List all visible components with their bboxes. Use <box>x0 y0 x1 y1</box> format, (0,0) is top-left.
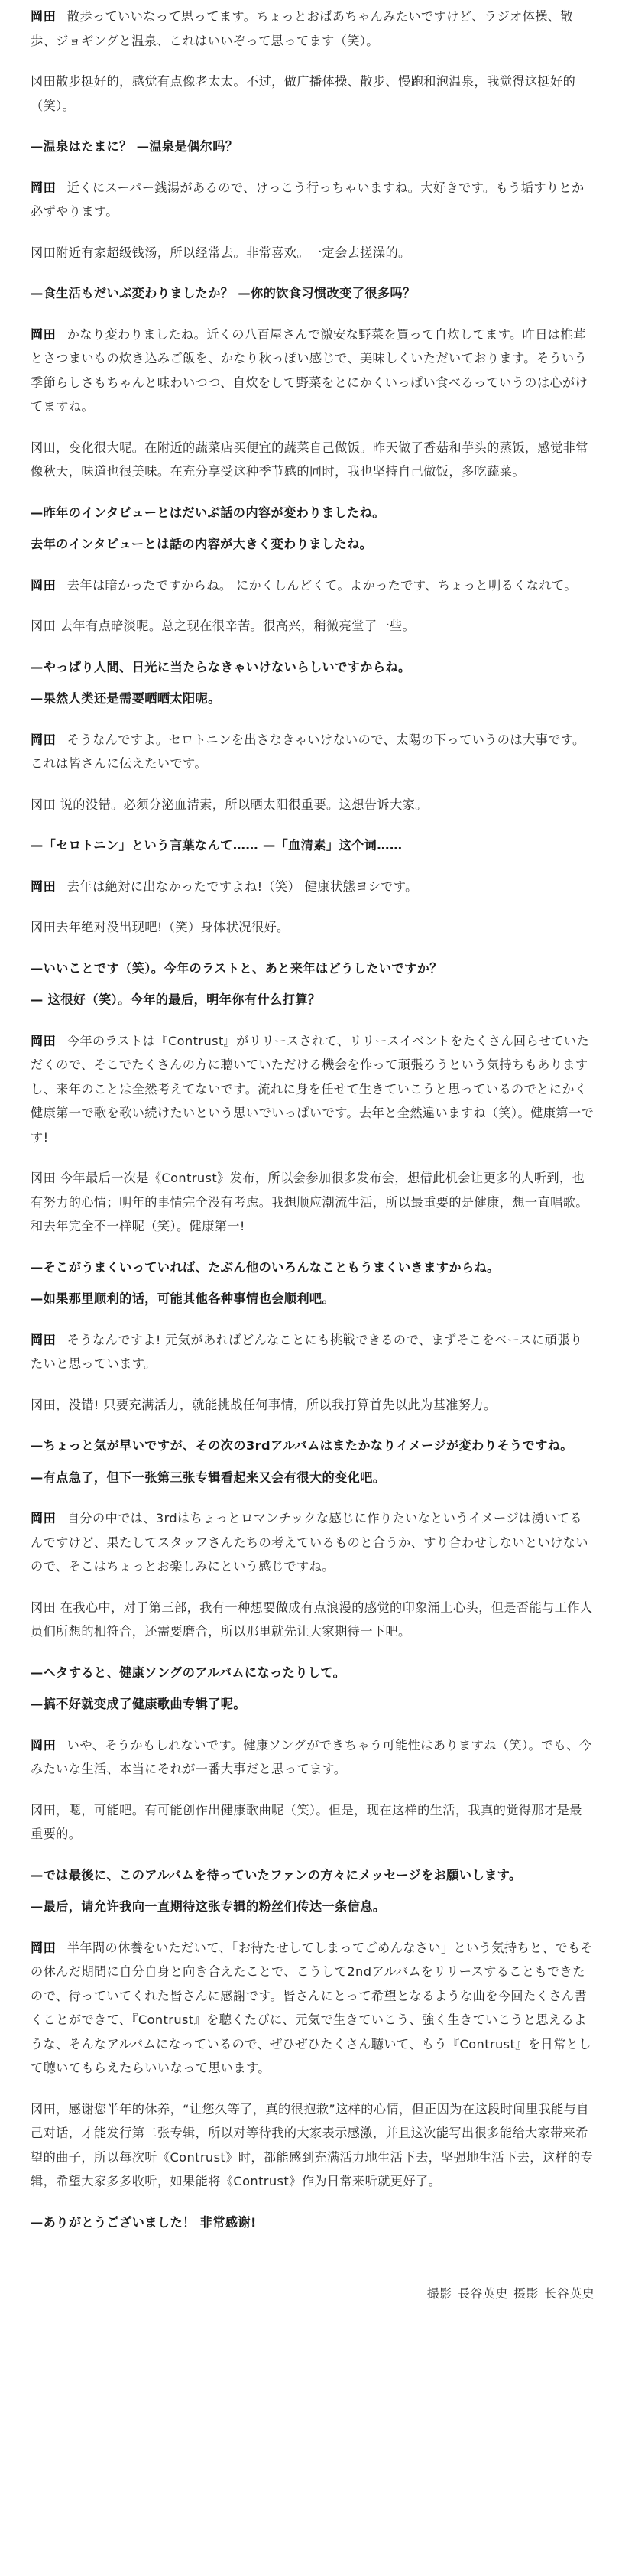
speaker-name: 岡田 <box>31 9 57 24</box>
answer-paragraph <box>31 728 594 776</box>
question-serotonin <box>31 833 594 858</box>
answer-text: 冈田 说的没错。必须分泌血清素，所以晒太阳很重要。这想告诉大家。 <box>31 797 428 812</box>
question-line: —「セロトニン」という言葉なんて…… —「血清素」这个词…… <box>31 838 403 853</box>
question-line: —では最後に、このアルバムを待っていたファンの方々にメッセージをお願いします。 <box>31 1867 522 1882</box>
answer-text: 冈田 去年有点暗淡呢。总之现在很辛苦。很高兴，稍微亮堂了一些。 <box>31 619 416 633</box>
answer-onsen-cn <box>31 241 594 265</box>
answer-paragraph <box>31 241 594 265</box>
answer-text: 去年は暗かったですからね。 にかくしんどくて。よかったです、ちょっと明るくなれて。 <box>66 577 577 593</box>
answer-text: 冈田附近有家超级钱汤，所以经常去。非常喜欢。一定会去搓澡的。 <box>31 245 411 260</box>
question-plans <box>31 957 594 1012</box>
question-thanks <box>31 2211 594 2235</box>
answer-paragraph <box>31 573 594 598</box>
question-line: 去年のインタビューとは話の内容が大きく変わりましたね。 <box>31 537 373 551</box>
speaker-name: 岡田 <box>31 1737 57 1753</box>
answer-health-cn <box>31 1393 594 1418</box>
answer-paragraph <box>31 793 594 817</box>
answer-paragraph <box>31 323 594 419</box>
speaker-name: 岡田 <box>31 577 57 593</box>
answer-paragraph <box>31 176 594 224</box>
answer-health-jp <box>31 1328 594 1376</box>
question-line: —いいことです（笑）。今年のラストと、あと来年はどうしたいですか？ <box>31 960 442 976</box>
question-line: —ありがとうございました！ 非常感谢! <box>31 2214 257 2230</box>
answer-text: 半年間の休養をいただいて、「お待たせしてしまってごめんなさい」という気持ちと、でもその休んだ期間に自分自身と向き合えたことで、こうして2ndアルバムをリリースすることもできたので、待っていてくれた皆さんに感謝です。皆さんにとって希望となるような曲を今回たくさん書くことができて、『Contrust』を聴くたびに、元気で生きていこう、強く生きていこうと思えるような、そんなアルバムになっているので、ぜひぜひたくさん聴いて、もう『Contrust』を日常として聴いてもらえたらいいなって思います。 <box>31 1940 594 2075</box>
answer-sunlight-cn <box>31 793 594 817</box>
answer-last-interview-cn <box>31 614 594 638</box>
answer-health-album-jp <box>31 1733 594 1782</box>
speaker-name: 岡田 <box>31 1940 57 1955</box>
question-food <box>31 281 594 306</box>
answer-paragraph <box>31 1506 594 1579</box>
speaker-name: 岡田 <box>31 1511 57 1525</box>
answer-text: そうなんですよ! 元気があればどんなことにも挑戦できるので、まずそこをベースに頑張りたいと思っています。 <box>31 1332 583 1371</box>
answer-text: 冈田，感谢您半年的休养，“让您久等了，真的很抱歉”这样的心情，但正因为在这段时间里我能与自己对话，才能发行第二张专辑，所以对等待我的大家表示感激，并且这次能写出很多能给大家带来希望的曲子，所以每次听《Contrust》时，都能感到充满活力地生活下去，坚强地生活下去，这样的专辑，希望大家多多收听，如果能将《Contrust》作为日常来听就更好了。 <box>31 2101 594 2188</box>
answer-paragraph <box>31 915 594 940</box>
answer-serotonin-cn <box>31 915 594 940</box>
question-third-album <box>31 1434 594 1489</box>
speaker-name: 岡田 <box>31 180 57 195</box>
question-onsen <box>31 135 594 159</box>
question-line: —そこがうまくいっていれば、たぶん他のいろんなこともうまくいきますからね。 <box>31 1259 500 1275</box>
photo-credit: 撮影 長谷英史 摄影 长谷英史 <box>426 2286 594 2301</box>
speaker-name: 岡田 <box>31 732 57 747</box>
answer-paragraph <box>31 1936 594 2081</box>
answer-message-jp <box>31 1936 594 2081</box>
question-line: —温泉はたまに？ —温泉是偶尔吗？ <box>31 139 238 154</box>
question-line: —ヘタすると、健康ソングのアルバムになったりして。 <box>31 1665 346 1680</box>
answer-third-album-cn <box>31 1596 594 1644</box>
speaker-name: 岡田 <box>31 326 57 342</box>
answer-paragraph <box>31 1166 594 1239</box>
question-line: — 这很好（笑）。今年的最后，明年你有什么打算？ <box>31 992 321 1007</box>
answer-paragraph <box>31 70 594 118</box>
answer-text: かなり変わりましたね。近くの八百屋さんで激安な野菜を買って自炊してます。昨日は椎茸とさつまいもの炊き込みご飯を、かなり秋っぽい感じで、美味しくいただいております。そういう季節らしさもちゃんと味わいつつ、自炊をして野菜をとにかくいっぱい食べるっていうのは心がけてますね。 <box>31 326 588 414</box>
answer-text: 去年は絶対に出なかったですよね!（笑） 健康状態ヨシです。 <box>66 879 418 894</box>
answer-text: 冈田，变化很大呢。在附近的蔬菜店买便宜的蔬菜自己做饭。昨天做了香菇和芋头的蒸饭，感觉非常像秋天，味道也很美味。在充分享受这种季节感的同时，我也坚持自己做饭，多吃蔬菜。 <box>31 440 588 479</box>
question-sunlight <box>31 655 594 711</box>
answer-text: 冈田 在我心中，对于第三部，我有一种想要做成有点浪漫的感觉的印象涌上心头，但是否能与工作人员们所想的相符合，还需要磨合，所以那里就先让大家期待一下吧。 <box>31 1600 593 1639</box>
answer-food-cn <box>31 436 594 484</box>
answer-paragraph <box>31 1029 594 1150</box>
answer-paragraph <box>31 875 594 899</box>
answer-health-album-cn <box>31 1798 594 1847</box>
answer-text: 冈田散步挺好的，感觉有点像老太太。不过，做广播体操、散步、慢跑和泡温泉，我觉得这挺好的（笑）。 <box>31 74 576 113</box>
answer-text: いや、そうかもしれないです。健康ソングができちゃう可能性はありますね（笑）。でも、今みたいな生活、本当にそれが一番大事だと思ってます。 <box>31 1737 592 1776</box>
question-line: —如果那里顺利的话，可能其他各种事情也会顺利吧。 <box>31 1291 335 1306</box>
question-line: —昨年のインタビューとはだいぶ話の内容が変わりましたね。 <box>31 505 385 520</box>
question-line: —有点急了，但下一张第三张专辑看起来又会有很大的变化吧。 <box>31 1470 386 1485</box>
question-line: —最后，请允许我向一直期待这张专辑的粉丝们传达一条信息。 <box>31 1899 386 1914</box>
answer-text: 冈田，没错! 只要充满活力，就能挑战任何事情，所以我打算首先以此为基准努力。 <box>31 1397 497 1412</box>
speaker-name: 岡田 <box>31 1332 57 1347</box>
answer-paragraph <box>31 614 594 638</box>
answer-text: そうなんですよ。セロトニンを出さなきゃいけないので、太陽の下っていうのは大事です。これは皆さんに伝えたいです。 <box>31 732 585 771</box>
answer-text: 散歩っていいなって思ってます。ちょっとおばあちゃんみたいですけど、ラジオ体操、散歩、ジョギングと温泉、これはいいぞって思ってます（笑）。 <box>31 9 573 48</box>
speaker-name: 岡田 <box>31 1033 57 1048</box>
speaker-name: 岡田 <box>31 879 57 894</box>
question-line: —果然人类还是需要晒晒太阳呢。 <box>31 691 221 706</box>
answer-plans-cn <box>31 1166 594 1239</box>
answer-message-cn <box>31 2097 594 2194</box>
answer-sunlight-jp <box>31 728 594 776</box>
question-message <box>31 1863 594 1919</box>
answer-paragraph <box>31 1393 594 1418</box>
answer-onsen-jp <box>31 176 594 224</box>
answer-third-album-jp <box>31 1506 594 1579</box>
answer-text: 今年のラストは『Contrust』がリリースされて、リリースイベントをたくさん回らせていただくので、そこでたくさんの方に聴いていただける機会を作って頑張ろうという気持ちもありますし、来年のことは全然考えてないです。流れに身を任せて生きていこうと思っているのでとにかく健康第一で歌を歌い続けたいという思いでいっぱいです。去年と全然違いますね（笑）。健康第一です! <box>31 1033 594 1145</box>
question-line: —搞不好就变成了健康歌曲专辑了呢。 <box>31 1697 246 1711</box>
answer-text: 冈田 今年最后一次是《Contrust》发布，所以会参加很多发布会，想借此机会让更多的人听到，也有努力的心情；明年的事情完全没有考虑。我想顺应潮流生活，所以最重要的是健康，想一直唱歌。和去年完全不一样呢（笑）。健康第一! <box>31 1171 588 1233</box>
answer-paragraph <box>31 1596 594 1644</box>
answer-serotonin-jp <box>31 875 594 899</box>
answer-text: 近くにスーパー銭湯があるので、けっこう行っちゃいますね。大好きです。もう垢すりとか必ずやります。 <box>31 180 585 219</box>
article-body <box>31 5 594 2234</box>
answer-text: 自分の中では、3rdはちょっとロマンチックな感じに作りたいなというイメージは湧いてるんですけど、果たしてスタッフさんたちの考えているものと合うか、すり合わせしないといけないので、そこはちょっとお楽しみにという感じですね。 <box>31 1511 588 1574</box>
answer-food-jp <box>31 323 594 419</box>
answer-plans-jp <box>31 1029 594 1150</box>
question-health-album <box>31 1661 594 1717</box>
question-health <box>31 1256 594 1311</box>
answer-paragraph <box>31 2097 594 2194</box>
answer-paragraph <box>31 5 594 53</box>
answer-walk-cn <box>31 70 594 118</box>
answer-paragraph <box>31 1733 594 1782</box>
question-line: —食生活もだいぶ変わりましたか？ —你的饮食习惯改变了很多吗？ <box>31 286 416 300</box>
answer-paragraph <box>31 1798 594 1847</box>
answer-text: 冈田去年绝对没出现吧!（笑）身体状况很好。 <box>31 920 290 934</box>
question-line: —やっぱり人間、日光に当たらなきゃいけないらしいですからね。 <box>31 659 411 674</box>
answer-paragraph <box>31 436 594 484</box>
answer-paragraph <box>31 1328 594 1376</box>
answer-walk-jp <box>31 5 594 53</box>
answer-last-interview-jp <box>31 573 594 598</box>
question-line: —ちょっと気が早いですが、その次の3rdアルバムはまたかなりイメージが変わりそうですね。 <box>31 1438 573 1453</box>
answer-text: 冈田，嗯，可能吧。有可能创作出健康歌曲呢（笑）。但是，现在这样的生活，我真的觉得那才是最重要的。 <box>31 1802 582 1841</box>
question-last-interview <box>31 501 594 557</box>
